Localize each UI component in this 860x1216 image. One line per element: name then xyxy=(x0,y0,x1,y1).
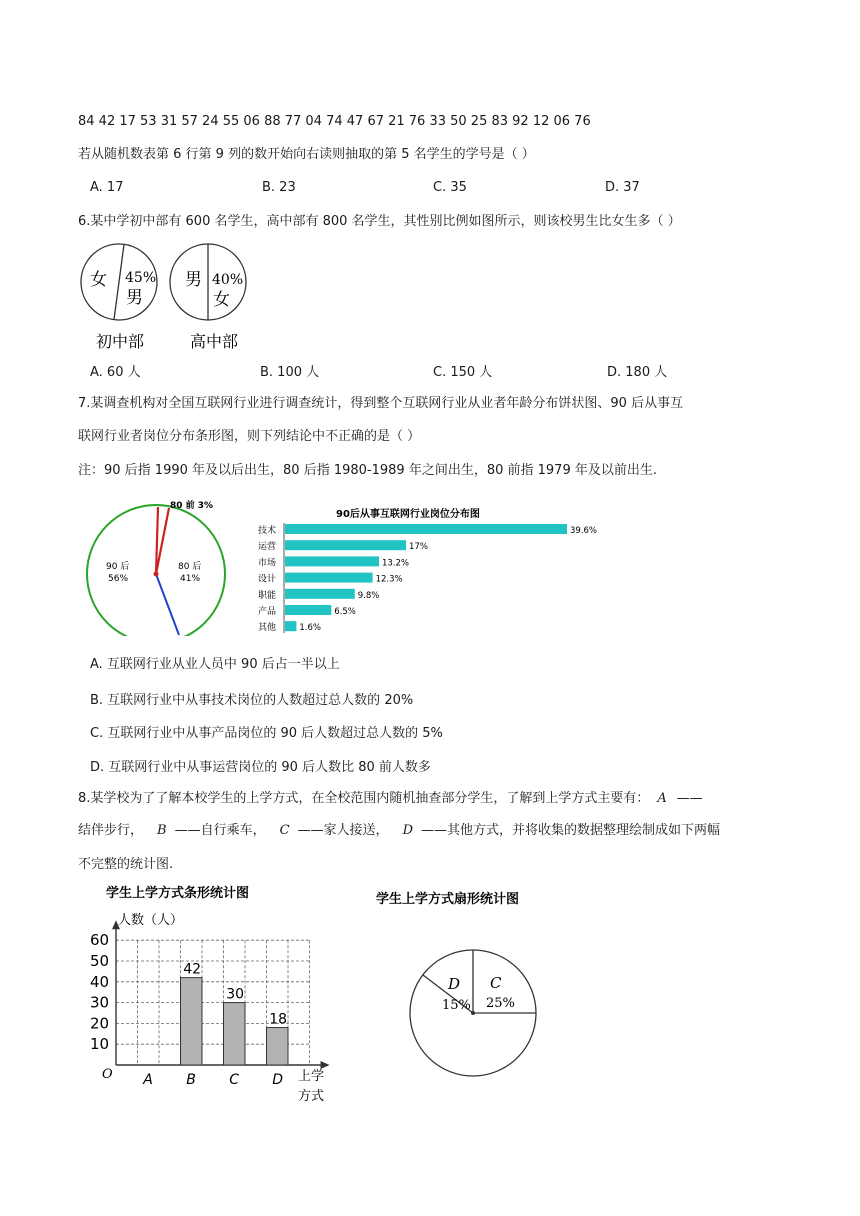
vbar-origin: O xyxy=(102,1067,113,1082)
vbar-ytick-label: 20 xyxy=(90,1014,110,1033)
hbar-bar xyxy=(285,524,567,534)
q7-option-c[interactable]: C. 互联网行业中从事产品岗位的 90 后人数超过总人数的 5% xyxy=(90,726,443,741)
hbar-bar xyxy=(285,540,406,550)
age-distribution-pie xyxy=(84,500,244,636)
pie-senior-caption: 高中部 xyxy=(190,332,239,351)
age-pie-label-80-name: 80 后 xyxy=(178,562,202,572)
q8-dash: —— xyxy=(676,791,703,806)
q8-var-c: C xyxy=(279,823,290,838)
hbar-title: 90后从事互联网行业岗位分布图 xyxy=(336,509,480,520)
pie-senior xyxy=(170,244,246,351)
q6-gender-pies xyxy=(76,240,256,355)
hbar-category-label: 其他 xyxy=(258,623,277,634)
hbar-value-label: 9.8% xyxy=(357,590,380,601)
hbar-category-label: 职能 xyxy=(258,590,277,601)
q7-question-line2: 联网行业者岗位分布条形图，则下列结论中不正确的是（ ） xyxy=(78,429,421,444)
q6-option-a[interactable]: A. 60 人 xyxy=(90,365,141,380)
q5-option-b[interactable]: B. 23 xyxy=(262,180,296,195)
q8-var-b: B xyxy=(157,823,167,838)
q5-option-a[interactable]: A. 17 xyxy=(90,180,124,195)
vbar-value-label: 30 xyxy=(226,986,245,1003)
q7-question-line1: 7.某调查机构对全国互联网行业进行调查统计，得到整个互联网行业从业者年龄分布饼状图、90 后从事互 xyxy=(78,396,684,411)
vbar-value-label: 18 xyxy=(269,1011,288,1028)
q7-option-a[interactable]: A. 互联网行业从业人员中 90 后占一半以上 xyxy=(90,657,340,672)
vbar-ytick-label: 30 xyxy=(90,993,110,1012)
hbar-bar xyxy=(285,589,355,599)
age-pie-line-80 xyxy=(156,574,179,635)
commute-pie-value-d: 15% xyxy=(442,998,471,1013)
q7-note: 注：90 后指 1990 年及以后出生，80 后指 1980-1989 年之间出生，80 前指 1979 年及以前出生. xyxy=(78,463,657,478)
q5-option-d[interactable]: D. 37 xyxy=(605,180,640,195)
hbar-bar xyxy=(285,573,373,583)
vbar-xlabel-line2: 方式 xyxy=(298,1089,325,1104)
q7-option-d[interactable]: D. 互联网行业中从事运营岗位的 90 后人数比 80 前人数多 xyxy=(90,760,431,775)
age-pie-label-90-name: 90 后 xyxy=(106,562,130,572)
commute-pie-center xyxy=(471,1011,475,1015)
vbar-bar xyxy=(267,1028,289,1065)
hbar-bar xyxy=(285,556,379,566)
random-number-row: 84 42 17 53 31 57 24 55 06 88 77 04 74 47 67 21 76 33 50 25 83 92 12 06 76 xyxy=(78,114,591,129)
q6-option-b[interactable]: B. 100 人 xyxy=(260,365,320,380)
q6-question: 6.某中学初中部有 600 名学生，高中部有 800 名学生，其性别比例如图所示，则该校男生比女生多（ ） xyxy=(78,214,681,229)
hbar-bar xyxy=(285,621,296,631)
vbar-x-arrow xyxy=(321,1061,330,1069)
hbar-value-label: 13.2% xyxy=(382,558,410,569)
vbar-xlabel-line1: 上学 xyxy=(298,1069,325,1084)
pie-senior-left-label: 男 xyxy=(185,270,202,290)
commute-pie-value-c: 25% xyxy=(486,996,515,1011)
commute-pie-chart xyxy=(372,885,572,1115)
vbar-ylabel: 人数（人） xyxy=(118,913,184,928)
vbar-value-label: 42 xyxy=(183,961,202,978)
q6-option-d[interactable]: D. 180 人 xyxy=(607,365,668,380)
age-pie-label-90-value: 56% xyxy=(108,574,129,584)
vbar-category-label: B xyxy=(186,1072,196,1088)
hbar-value-label: 17% xyxy=(409,542,428,553)
vbar-category-label: D xyxy=(272,1072,284,1088)
age-pie-label-80before: 80 前 3% xyxy=(170,501,214,511)
commute-pie-title: 学生上学方式扇形统计图 xyxy=(376,892,520,907)
pie-junior-caption: 初中部 xyxy=(96,332,145,351)
hbar-category-label: 市场 xyxy=(258,558,277,569)
q5-option-c[interactable]: C. 35 xyxy=(433,180,467,195)
q8-question-line3: 不完整的统计图. xyxy=(78,857,174,872)
q8-var-d: D xyxy=(402,823,413,838)
pie-junior-left-label: 女 xyxy=(90,270,107,290)
vbar-bar xyxy=(224,1003,246,1065)
pie-junior-right-label: 男 xyxy=(126,288,143,308)
age-pie-center xyxy=(154,572,159,577)
hbar-bar xyxy=(285,605,331,615)
q7-option-b[interactable]: B. 互联网行业中从事技术岗位的人数超过总人数的 20% xyxy=(90,693,414,708)
hbar-category-label: 设计 xyxy=(258,574,277,585)
vbar-ytick-label: 60 xyxy=(90,931,110,950)
q8-question-line2: 结伴步行， B ——自行乘车， C ——家人接送， D ——其他方式，并将收集的数据整理绘制成如下两幅 xyxy=(78,823,721,838)
commute-pie-label-d: D xyxy=(448,975,461,993)
q8-var-a: A xyxy=(657,791,667,806)
hbar-value-label: 1.6% xyxy=(299,623,322,634)
q5-question: 若从随机数表第 6 行第 9 列的数开始向右读则抽取的第 5 名学生的学号是（ ） xyxy=(78,147,535,162)
hbar-value-label: 12.3% xyxy=(375,574,403,585)
pie-senior-right-label: 女 xyxy=(213,290,230,310)
hbar-category-label: 技术 xyxy=(258,526,277,536)
hbar-value-label: 39.6% xyxy=(570,526,598,536)
vbar-title: 学生上学方式条形统计图 xyxy=(106,886,250,901)
post-distribution-bar-chart xyxy=(256,505,616,635)
hbar-category-label: 产品 xyxy=(258,607,277,617)
vbar-ytick-label: 10 xyxy=(90,1035,110,1054)
q6-option-c[interactable]: C. 150 人 xyxy=(433,365,493,380)
vbar-category-label: C xyxy=(229,1072,240,1088)
vbar-category-label: A xyxy=(143,1072,153,1088)
vbar-ytick-label: 40 xyxy=(90,972,110,991)
commute-pie-label-c: C xyxy=(490,974,502,992)
age-pie-label-80-value: 41% xyxy=(180,574,201,584)
pie-junior xyxy=(81,244,157,351)
hbar-value-label: 6.5% xyxy=(334,607,356,617)
pie-junior-percent: 45% xyxy=(125,270,157,286)
q8-question-line1: 8.某学校为了了解本校学生的上学方式，在全校范围内随机抽查部分学生，了解到上学方式主要有： A —— xyxy=(78,791,703,806)
pie-senior-percent: 40% xyxy=(212,272,244,288)
vbar-bar xyxy=(181,978,203,1065)
vbar-ytick-label: 50 xyxy=(90,952,110,970)
commute-bar-chart xyxy=(88,880,358,1110)
hbar-category-label: 运营 xyxy=(258,542,277,553)
